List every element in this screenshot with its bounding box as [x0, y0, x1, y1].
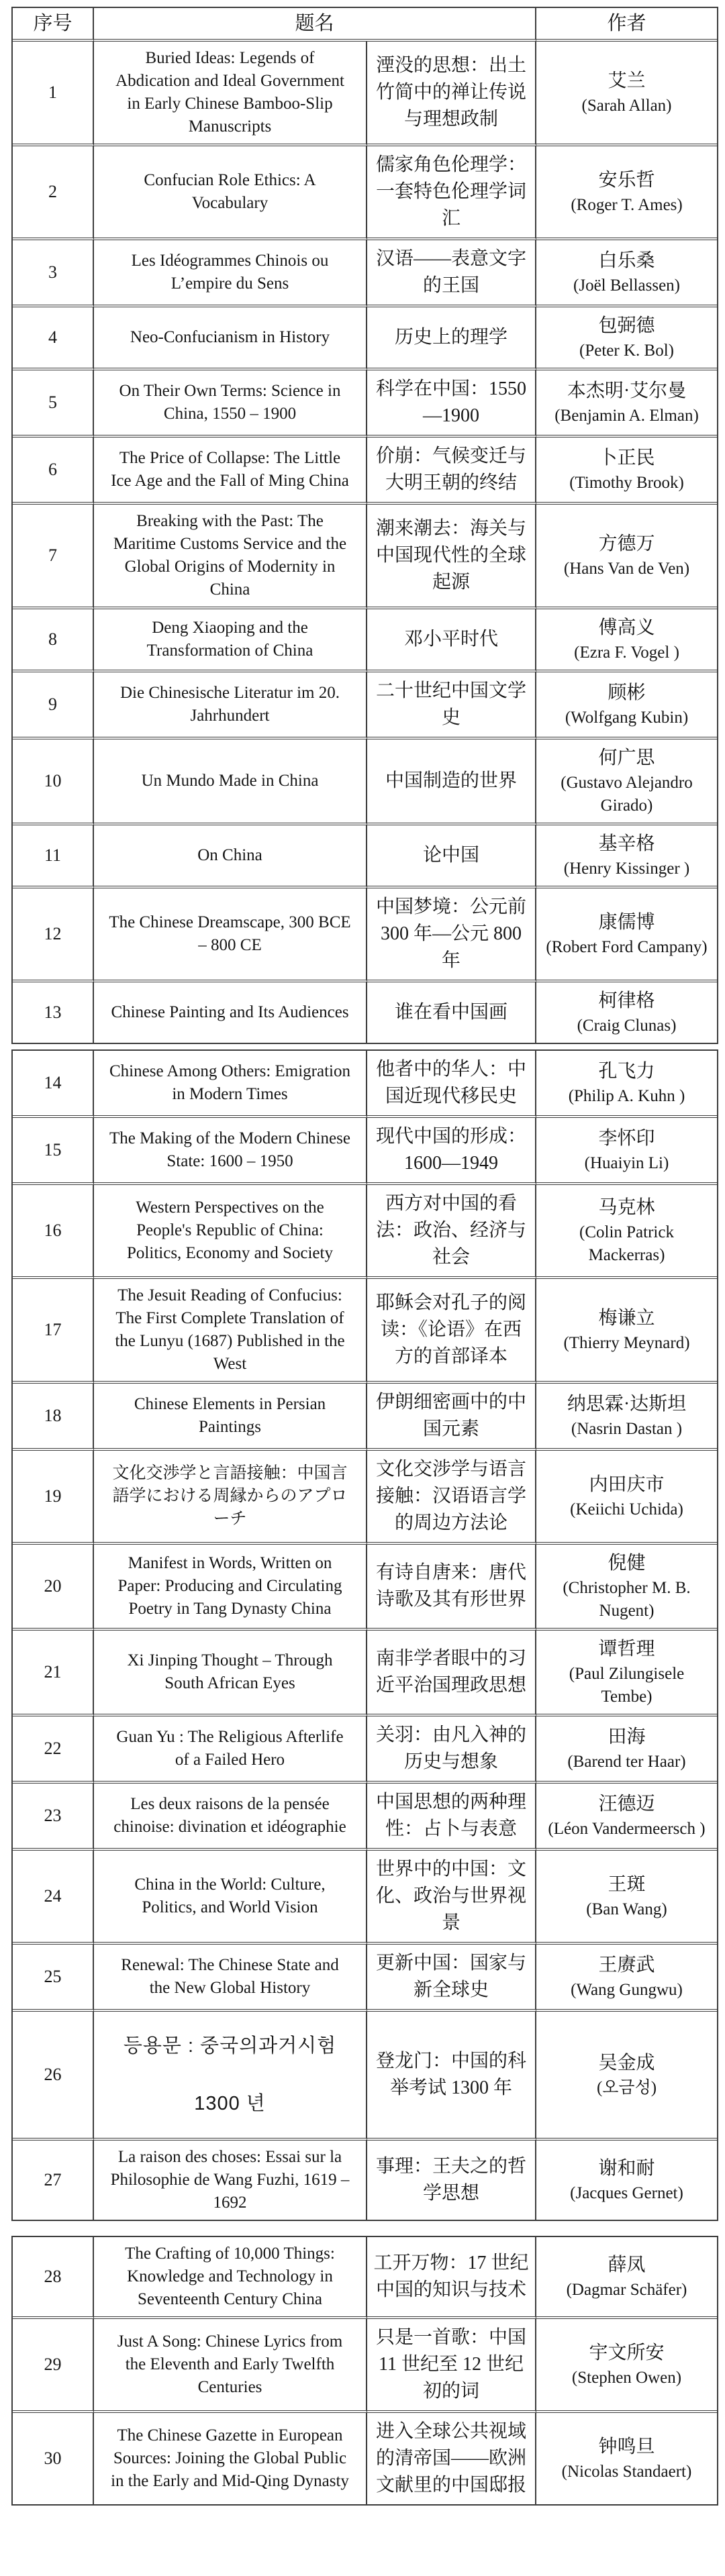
title-chinese: 关羽：由凡入神的历史与想象	[367, 1716, 536, 1784]
row-number: 7	[13, 505, 94, 609]
title-chinese: 价崩：气候变迁与大明王朝的终结	[367, 437, 536, 505]
title-original: The Chinese Dreamscape, 300 BCE – 800 CE	[94, 888, 367, 982]
title-original: Chinese Among Others: Emigration in Modern Times	[94, 1051, 367, 1118]
author-cell	[536, 1716, 717, 1784]
book-table-section-1	[11, 7, 718, 1044]
author-name-latin: (Ban Wang)	[586, 1900, 667, 1918]
row-number: 12	[13, 888, 94, 982]
author-name-cjk: 薛凤	[608, 2255, 646, 2275]
author-cell	[536, 1279, 717, 1384]
author-name-latin: (Stephen Owen)	[571, 2369, 682, 2387]
title-chinese: 有诗自唐来：唐代诗歌及其有形世界	[367, 1545, 536, 1631]
author-cell	[536, 370, 717, 437]
author-cell	[536, 505, 717, 609]
row-number: 27	[13, 2141, 94, 2220]
title-chinese: 中国思想的两种理性：占卜与表意	[367, 1784, 536, 1851]
author-name-latin: (Timothy Brook)	[569, 474, 684, 492]
table-row	[13, 1384, 717, 1451]
table-row	[13, 2319, 717, 2413]
title-chinese: 西方对中国的看法：政治、经济与社会	[367, 1185, 536, 1279]
title-original: La raison des choses: Essai sur la Philosophie de Wang Fuzhi, 1619 – 1692	[94, 2141, 367, 2220]
author-name-latin: (Wolfgang Kubin)	[565, 709, 689, 727]
table-row	[13, 609, 717, 672]
table-row	[13, 1545, 717, 1631]
table-body-section-3	[13, 2237, 717, 2504]
author-cell	[536, 146, 717, 240]
table-row	[13, 825, 717, 888]
author-name-cjk: 孔飞力	[598, 1061, 655, 1082]
author-name-cjk: 基辛格	[598, 833, 655, 854]
title-original: Buried Ideas: Legends of Abdication and Ideal Government in Early Chinese Bamboo-Slip Manuscripts	[94, 42, 367, 146]
author-cell	[536, 1851, 717, 1945]
title-original: Les Idéogrammes Chinois ou L’empire du Sens	[94, 240, 367, 307]
table-row	[13, 1279, 717, 1384]
author-name-cjk: 白乐桑	[598, 250, 655, 271]
title-original: Un Mundo Made in China	[94, 739, 367, 825]
title-chinese: 工开万物：17 世纪中国的知识与技术	[367, 2237, 536, 2319]
author-name-cjk: 卜正民	[598, 448, 655, 468]
title-original: Manifest in Words, Written on Paper: Producing and Circulating Poetry in Tang Dynasty China	[94, 1545, 367, 1631]
title-original: On China	[94, 825, 367, 888]
book-table-section-3	[11, 2236, 718, 2506]
title-original: Neo-Confucianism in History	[94, 307, 367, 370]
table-row	[13, 2141, 717, 2220]
row-number: 20	[13, 1545, 94, 1631]
author-name-latin: (Robert Ford Campany)	[546, 938, 708, 956]
title-chinese: 二十世纪中国文学史	[367, 672, 536, 739]
row-number: 23	[13, 1784, 94, 1851]
title-original: Deng Xiaoping and the Transformation of China	[94, 609, 367, 672]
author-cell	[536, 2237, 717, 2319]
author-name-cjk: 包弼德	[598, 315, 655, 336]
row-number: 19	[13, 1451, 94, 1545]
table-body-section-1	[13, 42, 717, 1043]
table-row	[13, 146, 717, 240]
row-number: 21	[13, 1631, 94, 1716]
book-table-section-2	[11, 1049, 718, 2221]
title-original: Xi Jinping Thought – Through South African Eyes	[94, 1631, 367, 1716]
title-original: The Chinese Gazette in European Sources: Joining the Global Public in the Early and Mid-Qing Dynasty	[94, 2413, 367, 2504]
author-name-cjk: 王赓武	[598, 1955, 655, 1975]
title-chinese: 他者中的华人：中国近现代移民史	[367, 1051, 536, 1118]
author-name-latin: (Philip A. Kuhn )	[568, 1087, 685, 1105]
author-cell	[536, 1118, 717, 1185]
author-cell	[536, 609, 717, 672]
author-cell	[536, 982, 717, 1043]
author-name-latin: (Wang Gungwu)	[571, 1981, 683, 1999]
table-row	[13, 1185, 717, 1279]
title-original: The Making of the Modern Chinese State: 1600 – 1950	[94, 1118, 367, 1185]
table-row	[13, 1631, 717, 1716]
table-row	[13, 1945, 717, 2012]
author-name-cjk: 纳思霖·达斯坦	[567, 1394, 687, 1414]
author-name-latin: (Roger T. Ames)	[571, 196, 683, 214]
row-number: 11	[13, 825, 94, 888]
table-row	[13, 1451, 717, 1545]
title-chinese: 更新中国：国家与新全球史	[367, 1945, 536, 2012]
title-original: Just A Song: Chinese Lyrics from the Eleventh and Early Twelfth Centuries	[94, 2319, 367, 2413]
title-chinese: 进入全球公共视域的清帝国——欧洲文献里的中国邸报	[367, 2413, 536, 2504]
author-name-latin: (Joël Bellassen)	[573, 276, 680, 295]
author-name-cjk: 谢和耐	[598, 2158, 655, 2179]
author-name-latin: (Nicolas Standaert)	[561, 2463, 692, 2481]
row-number: 28	[13, 2237, 94, 2319]
table-row	[13, 370, 717, 437]
title-chinese: 历史上的理学	[367, 307, 536, 370]
author-name-cjk: 田海	[608, 1727, 646, 1747]
title-original: Breaking with the Past: The Maritime Customs Service and the Global Origins of Modernity in China	[94, 505, 367, 609]
row-number: 9	[13, 672, 94, 739]
author-name-cjk: 倪健	[608, 1553, 646, 1574]
author-name-cjk: 艾兰	[608, 70, 646, 91]
title-chinese: 南非学者眼中的习近平治国理政思想	[367, 1631, 536, 1716]
author-cell	[536, 240, 717, 307]
author-name-latin: (Paul Zilungisele Tembe)	[569, 1665, 685, 1706]
table-row	[13, 2012, 717, 2141]
author-name-cjk: 傅高义	[598, 617, 655, 638]
title-original: Guan Yu : The Religious Afterlife of a Failed Hero	[94, 1716, 367, 1784]
author-name-cjk: 宇文所安	[589, 2342, 665, 2363]
author-name-cjk: 梅谦立	[598, 1308, 655, 1329]
title-original: Chinese Painting and Its Audiences	[94, 982, 367, 1043]
title-original: Chinese Elements in Persian Paintings	[94, 1384, 367, 1451]
title-chinese: 谁在看中国画	[367, 982, 536, 1043]
author-cell	[536, 1185, 717, 1279]
row-number: 1	[13, 42, 94, 146]
title-chinese: 现代中国的形成：1600—1949	[367, 1118, 536, 1185]
author-name-cjk: 谭哲理	[598, 1639, 655, 1659]
title-chinese: 只是一首歌：中国 11 世纪至 12 世纪初的词	[367, 2319, 536, 2413]
author-name-latin: (Huaiyin Li)	[584, 1154, 669, 1172]
author-cell	[536, 888, 717, 982]
title-chinese: 儒家角色伦理学：一套特色伦理学词汇	[367, 146, 536, 240]
author-name-cjk: 方德万	[598, 533, 655, 554]
table-row	[13, 1118, 717, 1185]
author-cell	[536, 2413, 717, 2504]
author-name-latin: (오금성)	[596, 2079, 657, 2097]
table-body-section-2	[13, 1051, 717, 2220]
author-cell	[536, 2319, 717, 2413]
author-name-cjk: 汪德迈	[598, 1794, 655, 1814]
author-name-latin: (Keiichi Uchida)	[570, 1500, 683, 1518]
author-cell	[536, 42, 717, 146]
author-cell	[536, 825, 717, 888]
author-name-latin: (Henry Kissinger )	[563, 860, 690, 878]
row-number: 22	[13, 1716, 94, 1784]
author-name-latin: (Dagmar Schäfer)	[566, 2281, 687, 2299]
table-row	[13, 1716, 717, 1784]
title-chinese: 湮没的思想：出土竹简中的禅让传说与理想政制	[367, 42, 536, 146]
author-name-cjk: 康儒博	[598, 912, 655, 933]
author-cell	[536, 1384, 717, 1451]
row-number: 13	[13, 982, 94, 1043]
header-row	[13, 8, 717, 42]
author-cell	[536, 1631, 717, 1716]
author-name-latin: (Christopher M. B. Nugent)	[563, 1579, 691, 1620]
author-cell	[536, 1051, 717, 1118]
title-chinese: 科学在中国：1550—1900	[367, 370, 536, 437]
table-row	[13, 240, 717, 307]
table-row	[13, 1784, 717, 1851]
row-number: 5	[13, 370, 94, 437]
title-original: China in the World: Culture, Politics, and World Vision	[94, 1851, 367, 1945]
title-original: On Their Own Terms: Science in China, 1550 – 1900	[94, 370, 367, 437]
title-chinese: 耶稣会对孔子的阅读：《论语》在西方的首部译本	[367, 1279, 536, 1384]
title-original: 등용문 : 중국의과거시험 1300 년	[94, 2012, 367, 2141]
author-name-latin: (Nasrin Dastan )	[571, 1420, 683, 1438]
author-cell	[536, 2141, 717, 2220]
author-name-cjk: 马克林	[598, 1197, 655, 1218]
row-number: 6	[13, 437, 94, 505]
row-number: 8	[13, 609, 94, 672]
author-name-latin: (Jacques Gernet)	[570, 2184, 683, 2202]
title-chinese: 登龙门：中国的科举考试 1300 年	[367, 2012, 536, 2141]
author-name-latin: (Hans Van de Ven)	[563, 560, 690, 578]
row-number: 4	[13, 307, 94, 370]
author-name-cjk: 钟鸣旦	[598, 2436, 655, 2457]
header-col-author: 作者	[536, 8, 717, 42]
author-cell	[536, 1784, 717, 1851]
author-name-latin: (Thierry Meynard)	[563, 1334, 690, 1352]
author-name-cjk: 李怀印	[598, 1128, 655, 1149]
title-chinese: 潮来潮去：海关与中国现代性的全球起源	[367, 505, 536, 609]
header-col-number: 序号	[13, 8, 94, 42]
title-chinese: 伊朗细密画中的中国元素	[367, 1384, 536, 1451]
title-chinese: 汉语——表意文字的王国	[367, 240, 536, 307]
table-row	[13, 42, 717, 146]
author-name-cjk: 本杰明·艾尔曼	[567, 380, 687, 401]
title-original: The Jesuit Reading of Confucius: The First Complete Translation of the Lunyu (1687) Published in the West	[94, 1279, 367, 1384]
author-cell	[536, 2012, 717, 2141]
author-cell	[536, 672, 717, 739]
author-cell	[536, 1945, 717, 2012]
author-name-cjk: 吴金成	[598, 2053, 655, 2073]
row-number: 2	[13, 146, 94, 240]
title-original: Confucian Role Ethics: A Vocabulary	[94, 146, 367, 240]
author-name-cjk: 柯律格	[598, 990, 655, 1011]
author-name-cjk: 安乐哲	[598, 170, 655, 191]
table-row	[13, 1051, 717, 1118]
table-row	[13, 307, 717, 370]
table-row	[13, 1851, 717, 1945]
author-name-cjk: 顾彬	[608, 682, 646, 703]
author-cell	[536, 437, 717, 505]
row-number: 24	[13, 1851, 94, 1945]
title-original: Les deux raisons de la pensée chinoise: divination et idéographie	[94, 1784, 367, 1851]
author-name-latin: (Gustavo Alejandro Girado)	[561, 774, 693, 815]
table-row	[13, 437, 717, 505]
title-original: Die Chinesische Literatur im 20. Jahrhundert	[94, 672, 367, 739]
row-number: 14	[13, 1051, 94, 1118]
table-row	[13, 982, 717, 1043]
row-number: 3	[13, 240, 94, 307]
title-chinese: 文化交涉学与语言接触：汉语语言学的周边方法论	[367, 1451, 536, 1545]
title-chinese: 邓小平时代	[367, 609, 536, 672]
author-name-latin: (Craig Clunas)	[577, 1017, 677, 1035]
author-name-latin: (Ezra F. Vogel )	[574, 643, 679, 662]
author-cell	[536, 307, 717, 370]
author-name-latin: (Colin Patrick Mackerras)	[579, 1223, 674, 1264]
table-row	[13, 672, 717, 739]
author-cell	[536, 739, 717, 825]
row-number: 18	[13, 1384, 94, 1451]
row-number: 30	[13, 2413, 94, 2504]
row-number: 10	[13, 739, 94, 825]
author-name-cjk: 内田庆市	[589, 1474, 665, 1495]
header-col-title: 题名	[94, 8, 536, 42]
table-row	[13, 505, 717, 609]
table-row	[13, 2237, 717, 2319]
author-name-cjk: 王斑	[608, 1874, 646, 1895]
row-number: 16	[13, 1185, 94, 1279]
row-number: 15	[13, 1118, 94, 1185]
author-name-latin: (Peter K. Bol)	[579, 342, 674, 360]
title-original: The Crafting of 10,000 Things: Knowledge and Technology in Seventeenth Century China	[94, 2237, 367, 2319]
author-cell	[536, 1545, 717, 1631]
title-original: The Price of Collapse: The Little Ice Age and the Fall of Ming China	[94, 437, 367, 505]
author-name-latin: (Léon Vandermeersch )	[548, 1820, 706, 1838]
title-original: 文化交渉学と言語接触：中国言語学における周縁からのアプローチ	[94, 1451, 367, 1545]
table-row	[13, 888, 717, 982]
title-chinese: 世界中的中国：文化、政治与世界视景	[367, 1851, 536, 1945]
row-number: 17	[13, 1279, 94, 1384]
author-name-cjk: 何广思	[598, 748, 655, 768]
title-chinese: 事理：王夫之的哲学思想	[367, 2141, 536, 2220]
title-chinese: 中国制造的世界	[367, 739, 536, 825]
row-number: 26	[13, 2012, 94, 2141]
author-name-latin: (Benjamin A. Elman)	[554, 407, 699, 425]
author-cell	[536, 1451, 717, 1545]
row-number: 29	[13, 2319, 94, 2413]
row-number: 25	[13, 1945, 94, 2012]
author-name-latin: (Barend ter Haar)	[567, 1753, 686, 1771]
table-row	[13, 2413, 717, 2504]
title-original: Renewal: The Chinese State and the New Global History	[94, 1945, 367, 2012]
title-original: Western Perspectives on the People's Republic of China: Politics, Economy and Society	[94, 1185, 367, 1279]
title-chinese: 论中国	[367, 825, 536, 888]
title-chinese: 中国梦境：公元前 300 年—公元 800 年	[367, 888, 536, 982]
table-row	[13, 739, 717, 825]
author-name-latin: (Sarah Allan)	[581, 97, 672, 115]
